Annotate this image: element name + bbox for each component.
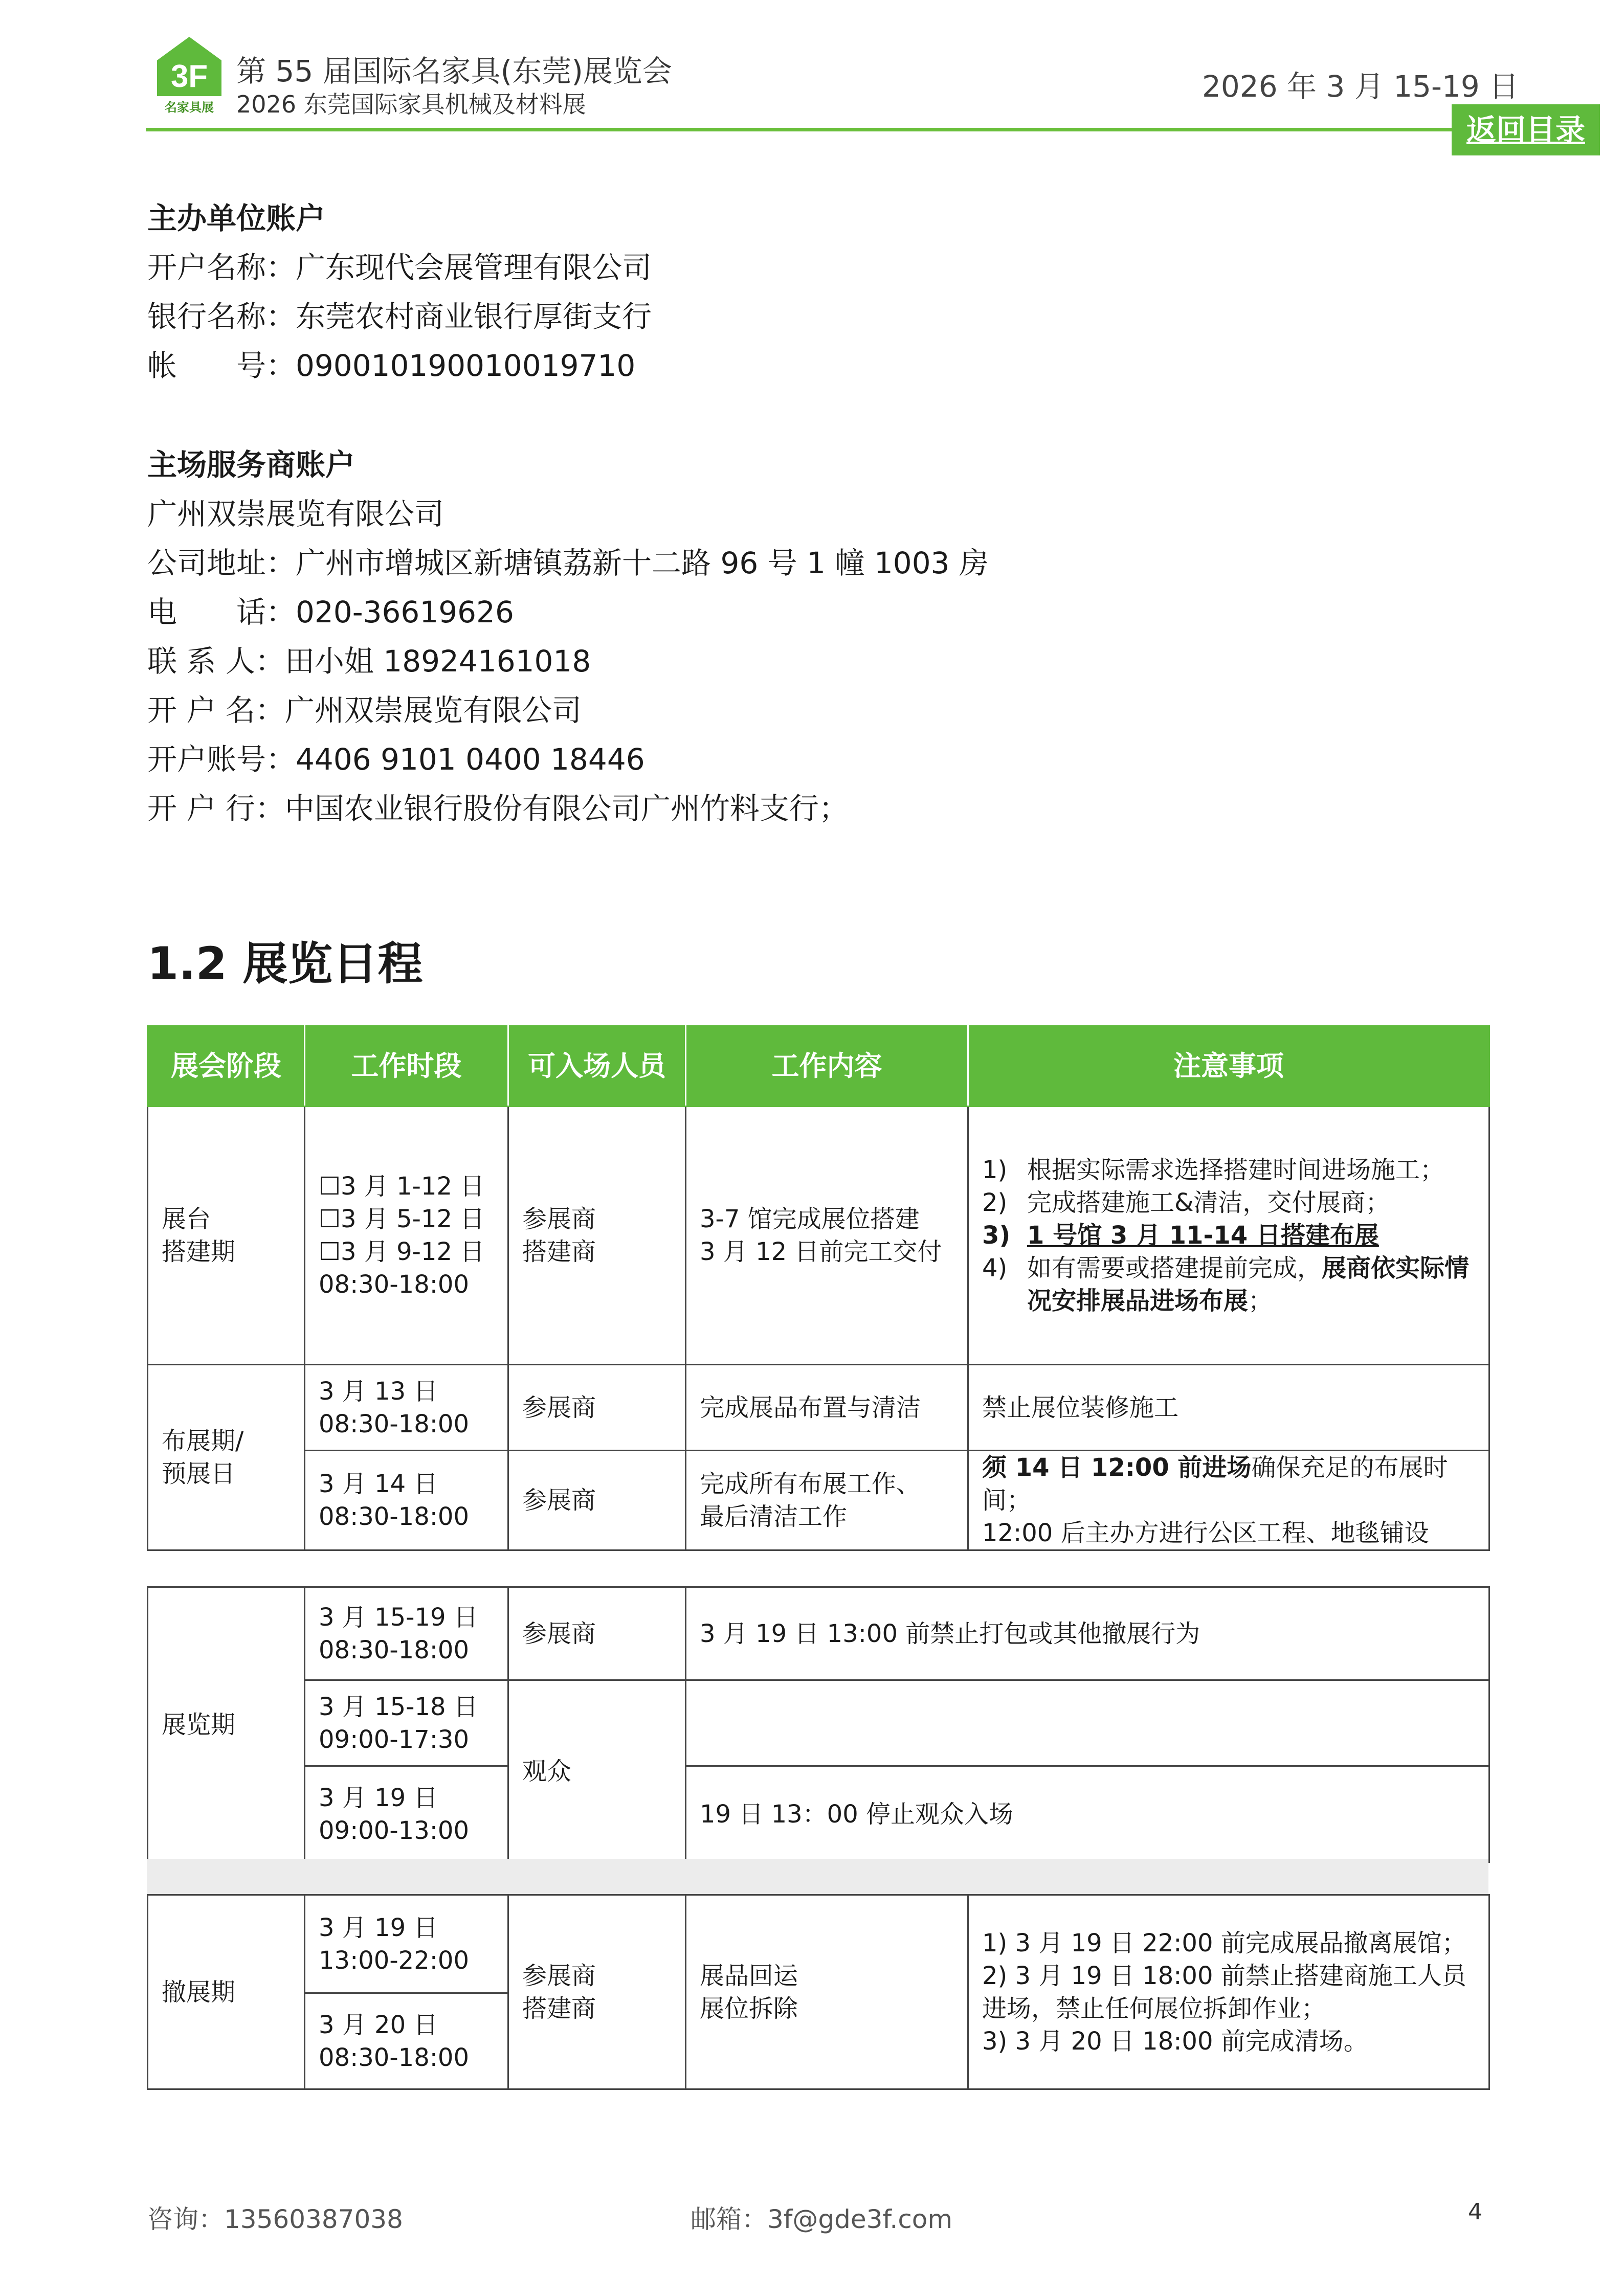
people-cell: 参展商 [508,1365,686,1451]
notes-cell [686,1680,1489,1766]
column-header: 可入场人员 [508,1026,686,1107]
organizer-account-heading: 主办单位账户 [147,201,326,236]
account-line: 广州双崇展览有限公司 [147,497,444,531]
note-item: 4) 如有需要或搭建提前完成，展商依实际情况安排展品进场布展； [982,1254,1470,1315]
notes-cell: 19 日 13：00 停止观众入场 [686,1766,1489,1862]
note-item: 3) 1 号馆 3 月 11-14 日搭建布展 [982,1221,1379,1250]
stage-cell: 展览期 [148,1587,305,1862]
note-item: 3) 3 月 20 日 18:00 前完成清场。 [982,2027,1368,2056]
service-account-heading: 主场服务商账户 [147,447,355,482]
stage-cell: 展台 搭建期 [148,1107,305,1365]
people-cell: 参展商 [508,1451,686,1550]
time-cell: 3 月 13 日 08:30-18:00 [305,1365,508,1451]
note-item: 1) 根据实际需求选择搭建时间进场施工； [982,1156,1445,1184]
notes-cell: 禁止展位装修施工 [968,1365,1489,1451]
note-item: 2) 完成搭建施工&清洁，交付展商； [982,1188,1390,1217]
table-gap [147,1859,1488,1895]
people-cell: 参展商 搭建商 [508,1107,686,1365]
people-cell: 参展商 [508,1587,686,1680]
people-cell: 参展商 搭建商 [508,1895,686,2089]
account-line: 帐 号：090010190010019710 [147,348,636,383]
logo-caption: 名家具展 [165,100,214,115]
people-cell: 观众 [508,1680,686,1862]
time-cell: 3 月 20 日 08:30-18:00 [305,1993,508,2089]
table-header-row [148,1026,1489,1107]
stage-cell: 撤展期 [148,1895,305,2089]
logo-text: 3F [170,59,208,94]
header-divider [146,128,1453,131]
footer-consult: 咨询：13560387038 [147,2204,403,2234]
time-cell: 3 月 14 日 08:30-18:00 [305,1451,508,1550]
time-cell: 3 月 19 日 09:00-13:00 [305,1766,508,1862]
stage-cell: 布展期/ 预展日 [148,1365,305,1550]
notes-cell: 须 14 日 12:00 前进场确保充足的布展时间； 12:00 后主办方进行公区工程、地毯铺设 [968,1451,1489,1550]
table-row [148,1451,1489,1550]
work-cell: 完成展品布置与清洁 [686,1365,968,1451]
expo-title: 第 55 届国际名家具(东莞)展览会 [236,54,672,88]
table-row [148,1680,1489,1766]
table-row [148,1895,1489,1993]
column-header: 工作内容 [686,1026,968,1107]
account-line: 开 户 名：广州双崇展览有限公司 [147,693,582,728]
schedule-table-teardown [147,1894,1490,2090]
note-item: 2) 3 月 19 日 18:00 前禁止搭建商施工人员进场，禁止任何展位拆卸作业； [982,1961,1466,2023]
time-cell: 3 月 15-19 日 08:30-18:00 [305,1587,508,1680]
account-line: 开户名称：广东现代会展管理有限公司 [147,250,652,285]
footer-email[interactable]: 邮箱：3f@gde3f.com [691,2204,953,2234]
back-to-contents-button[interactable]: 返回目录 [1452,104,1600,155]
column-header: 展会阶段 [148,1026,305,1107]
table-row [148,1587,1489,1680]
notes-cell [968,1107,1489,1365]
3f-logo [156,36,223,118]
expo-date: 2026 年 3 月 15-19 日 [1202,69,1519,104]
schedule-table-setup [147,1025,1490,1551]
page-number: 4 [1468,2199,1482,2225]
table-row [148,1766,1489,1862]
notes-cell: 3 月 19 日 13:00 前禁止打包或其他撤展行为 [686,1587,1489,1680]
notes-cell [968,1895,1489,2089]
account-line: 银行名称：东莞农村商业银行厚街支行 [147,299,652,334]
work-cell: 完成所有布展工作、 最后清洁工作 [686,1451,968,1550]
account-line: 开户账号：4406 9101 0400 18446 [147,742,645,777]
column-header: 工作时段 [305,1026,508,1107]
note-item: 1) 3 月 19 日 22:00 前完成展品撤离展馆； [982,1928,1466,1957]
work-cell: 3-7 馆完成展位搭建 3 月 12 日前完工交付 [686,1107,968,1365]
work-cell: 展品回运 展位拆除 [686,1895,968,2089]
expo-subtitle: 2026 东莞国际家具机械及材料展 [236,91,586,118]
table-row [148,1365,1489,1451]
schedule-table-exhibition [147,1586,1490,1863]
time-cell: 3 月 19 日 13:00-22:00 [305,1895,508,1993]
account-line: 公司地址：广州市增城区新塘镇荔新十二路 96 号 1 幢 1003 房 [147,546,989,580]
table-row [148,1107,1489,1365]
column-header: 注意事项 [968,1026,1489,1107]
account-line: 联 系 人：田小姐 18924161018 [147,644,591,679]
time-cell: 3 月 15-18 日 09:00-17:30 [305,1680,508,1766]
account-line: 开 户 行：中国农业银行股份有限公司广州竹料支行； [147,791,849,826]
time-cell: ☐3 月 1-12 日 ☐3 月 5-12 日 ☐3 月 9-12 日 08:30-18:00 [305,1107,508,1365]
account-line: 电 话：020-36619626 [147,595,514,629]
section-title: 1.2 展览日程 [147,937,423,990]
